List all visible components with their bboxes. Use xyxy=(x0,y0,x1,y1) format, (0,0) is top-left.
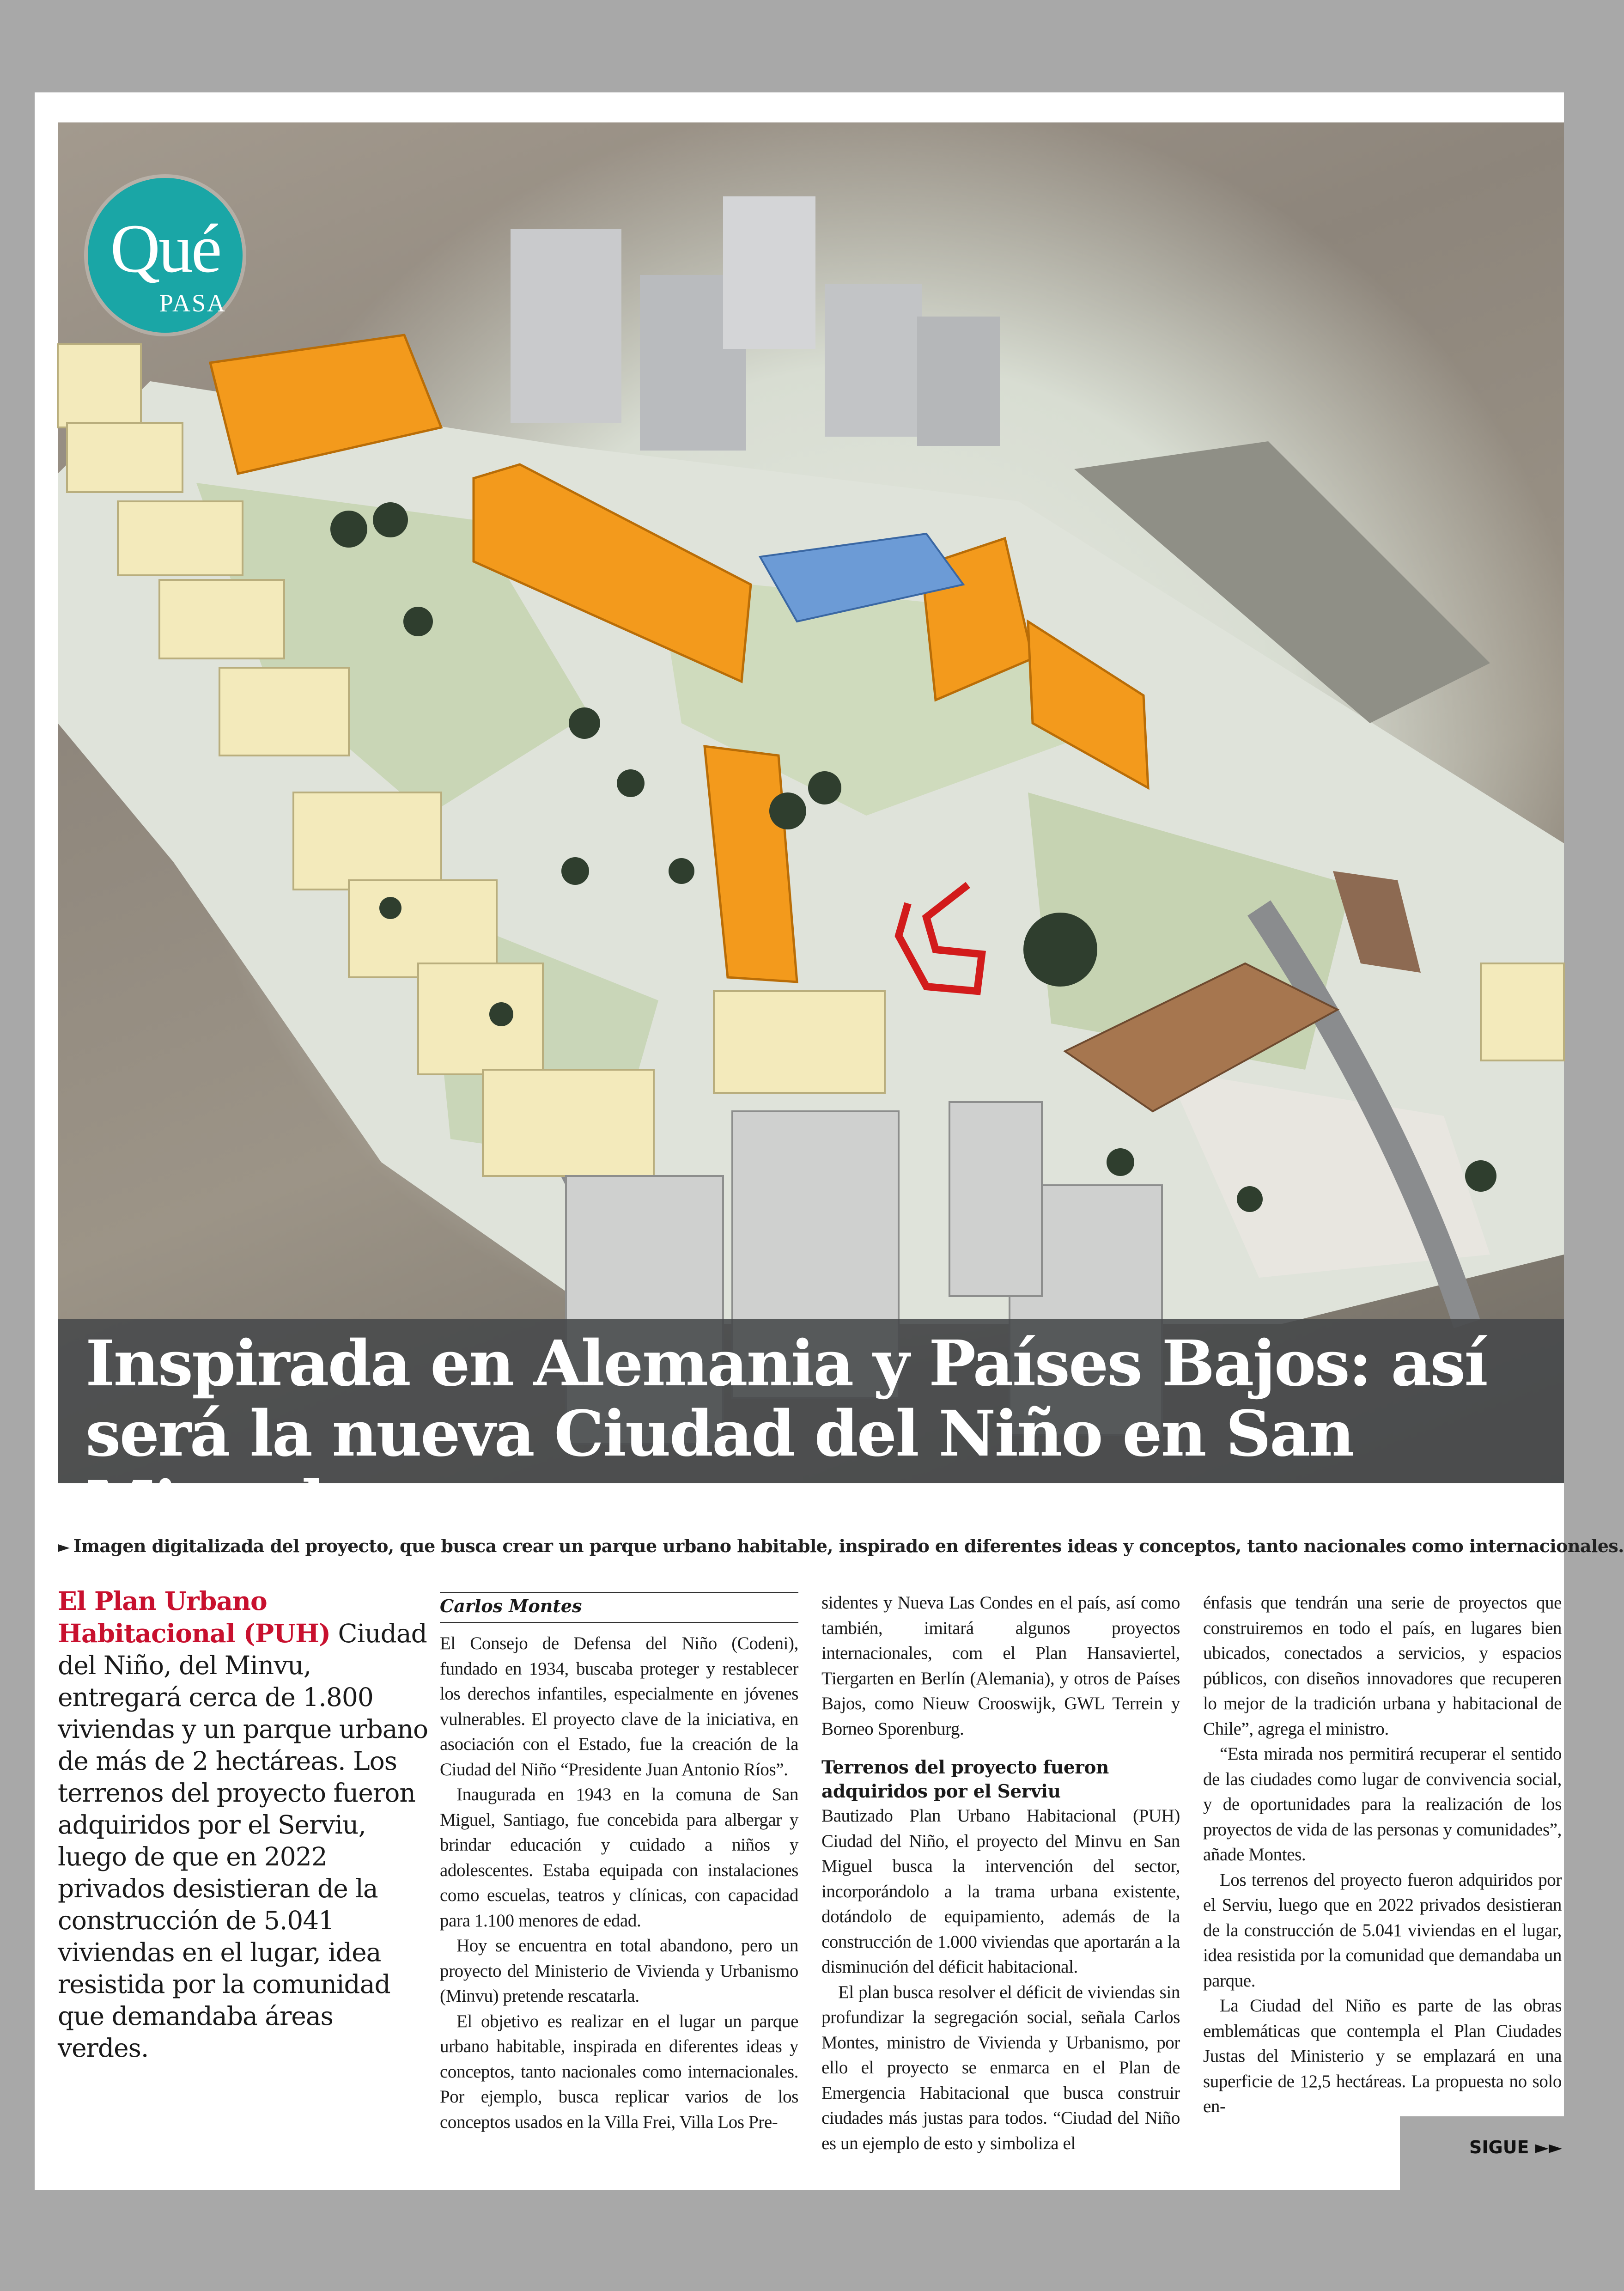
paragraph: Inaugurada en 1943 en la comuna de San Miguel, Santiago, fue concebida para albergar y brindar educación y cuidado a niños y adolescentes. Estaba equipada con instalaciones como escuelas, teatros y clínicas, con capacidad para 1.100 menores de edad. xyxy=(440,1785,798,1931)
lead-text: Ciudad del Niño, del Minvu, entregará cerca de 1.800 viviendas y un parque urbano de más de 2 hectáreas. Los terrenos del proyecto fueron adquiridos por el Serviu, luego de que en 2022 privados desistieran de la construcción de 5.041 viviendas en el lugar, idea resistida por la comunidad que demandaba áreas verdes. xyxy=(58,1619,428,2063)
que-pasa-logo xyxy=(88,178,243,333)
paragraph: El plan busca resolver el déficit de viviendas sin profundizar la segregación social, señala Carlos Montes, ministro de Vivienda y Urbanismo, por ello el proyecto se enmarca en el Plan de Emergencia Habitacional que busca construir ciudades más justas para todos. “Ciudad del Niño es un ejemplo de esto y simboliza el xyxy=(821,1982,1180,2153)
byline-bottom-rule xyxy=(440,1622,798,1623)
continue-link[interactable]: SIGUE ►► xyxy=(1469,2137,1563,2157)
headline xyxy=(85,1328,1536,1539)
paragraph: La Ciudad del Niño es parte de las obras emblemáticas que contempla el Plan Ciudades Justas del Ministerio y se emplazará en una superficie de 12,5 hectáreas. La propuesta no solo en- xyxy=(1203,1996,1562,2116)
lead-highlight: El Plan Urbano Habitacional (PUH) xyxy=(58,1586,331,1648)
caption-arrow-icon: ► xyxy=(58,1538,70,1556)
article-column-2 xyxy=(821,1590,1180,2156)
paragraph: El objetivo es realizar en el lugar un parque urbano habitable, inspirada en diferentes ideas y conceptos, tanto nacionales como internacionales. Por ejemplo, busca replicar varios de los conceptos usados en la Villa Frei, Villa Los Pre- xyxy=(440,2011,798,2132)
paragraph: Hoy se encuentra en total abandono, pero un proyecto del Ministerio de Vivienda y Urbanismo (Minvu) pretende rescatarla. xyxy=(440,1936,798,2006)
paragraph: El Consejo de Defensa del Niño (Codeni), fundado en 1934, buscaba proteger y restablecer los derechos infantiles, especialmente en jóvenes vulnerables. El proyecto clave de la iniciativa, en asociación con el Estado, fue la creación de la Ciudad del Niño “Presidente Juan Antonio Ríos”. xyxy=(440,1633,798,1779)
author-byline: Carlos Montes xyxy=(440,1596,582,1616)
image-caption xyxy=(58,1535,1624,1556)
article-column-1 xyxy=(440,1631,798,2135)
newspaper-page xyxy=(35,92,1624,2190)
headline-line-2: será la nueva Ciudad del Niño en San Miguel xyxy=(85,1397,1354,1541)
project-rendering-image xyxy=(58,122,1564,1541)
aerial-city-illustration xyxy=(58,122,1564,1483)
lead-paragraph xyxy=(58,1585,430,2064)
section-subhead: Terrenos del proyecto fueron adquiridos por el Serviu xyxy=(821,1757,1109,1802)
paragraph: “Esta mirada nos permitirá recuperar el sentido de las ciudades como lugar de convivencia social, y de oportunidades para la realización de los proyectos de vida de las personas y comunidades”, añade Montes. xyxy=(1203,1744,1562,1864)
paragraph: Bautizado Plan Urbano Habitacional (PUH) Ciudad del Niño, el proyecto del Minvu en San Miguel busca la intervención del sector, incorporándolo a la trama urbana existente, dotándolo de equipamiento, además de la construcción de 1.000 viviendas que aportarán a la disminución del déficit habitacional. xyxy=(821,1806,1180,1977)
headline-line-1: Inspirada en Alemania y Países Bajos: así xyxy=(85,1327,1487,1401)
paragraph: sidentes y Nueva Las Condes en el país, así como también, imitará algunos proyectos internacionales, com el Plan Hansaviertel, Tiergarten en Berlín (Alemania), y otros de Países Bajos, como Nieuw Crooswijk, GWL Terrein y Borneo Sporenburg. xyxy=(821,1593,1180,1739)
logo-subword: PASA xyxy=(159,289,227,317)
paragraph: Los terrenos del proyecto fueron adquiridos por el Serviu, luego que en 2022 privados desistieran de la construcción de 5.041 viviendas en el lugar, idea resistida por la comunidad que demandaba un parque. xyxy=(1203,1870,1562,1991)
logo-wordmark: Qué xyxy=(110,210,220,287)
paragraph: énfasis que tendrán una serie de proyectos que construiremos en todo el país, en lugares bien ubicados, conectados a servicios, y espacios públicos, con diseños innovadores que recuperen lo mejor de la tradición urbana y habitacional de Chile”, agrega el ministro. xyxy=(1203,1593,1562,1739)
caption-text: Imagen digitalizada del proyecto, que busca crear un parque urbano habitable, inspirado en diferentes ideas y conceptos, tanto nacionales como internacionales. xyxy=(73,1535,1624,1556)
article-column-3 xyxy=(1203,1590,1562,2120)
byline-top-rule xyxy=(440,1592,798,1593)
